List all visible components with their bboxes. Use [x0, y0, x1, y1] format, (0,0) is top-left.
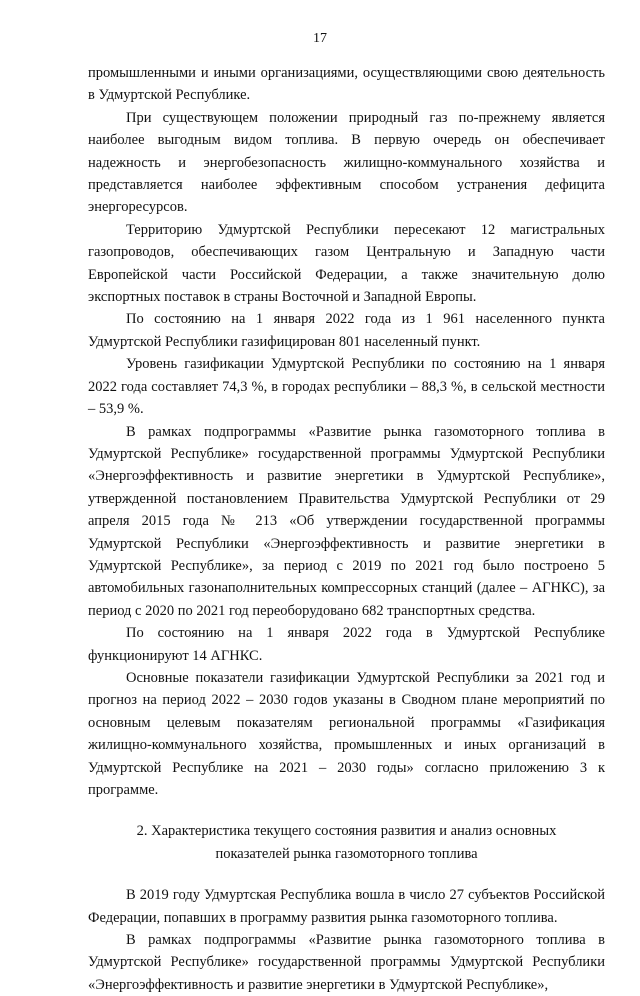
paragraph-pipelines: Территорию Удмуртской Республики пересекают 12 магистральных газопроводов, обеспечивающих газом Центральную и Западную части Европейской части Российской Федерации, а также значительную долю экспортных поставок в страны Восточной и Западной Европы.: [88, 221, 605, 306]
paragraph-main-indicators: Основные показатели газификации Удмуртской Республики за 2021 год и прогноз на период 2022 – 2030 годов указаны в Сводном плане мероприятий по основным целевым показателям региональной программы «Газификация жилищно-коммунального хозяйства, промышленных и иных организаций в Удмуртской Республике на 2021 – 2030 годы» согласно приложению 3 к программе.: [88, 669, 605, 798]
paragraph-settlements: По состоянию на 1 января 2022 года из 1 961 населенного пункта Удмуртской Республики газифицирован 801 населенный пункт.: [88, 311, 605, 350]
paragraph-2019: В 2019 году Удмуртская Республика вошла в число 27 субъектов Российской Федерации, попавших в программу развития рынка газомоторного топлива.: [88, 887, 605, 926]
paragraph-continued: промышленными и иными организациями, осуществляющими свою деятельность в Удмуртской Республике.: [88, 65, 605, 104]
paragraph-subprogram-2: В рамках подпрограммы «Развитие рынка газомоторного топлива в Удмуртской Республике» государственной программы Удмуртской Республики «Энергоэффективность и развитие энергетики в Удмуртской Республике»,: [88, 932, 605, 993]
page-number: 17: [313, 31, 327, 46]
paragraph-subprogram: В рамках подпрограммы «Развитие рынка газомоторного топлива в Удмуртской Республике» государственной программы Удмуртской Республики «Энергоэффективность и развитие энергетики в Удмуртской Республике», утвержденной постановлением Правительства Удмуртской Республики от 29 апреля 2015 года № 213 «Об утверждении государственной программы Удмуртской Республики «Энергоэффективность и развитие энергетики в Удмуртской Республике», за период с 2019 по 2021 год было построено 5 автомобильных газонаполнительных компрессорных станций (далее – АГНКС), за период с 2020 по 2021 год переоборудовано 682 транспортных средства.: [88, 423, 605, 619]
paragraph-agnks-count: По состоянию на 1 января 2022 года в Удмуртской Республике функционируют 14 АГНКС.: [88, 625, 605, 664]
paragraph-natural-gas: При существующем положении природный газ по-прежнему является наиболее выгодным видом топлива. В первую очередь он обеспечивает надежность и энергобезопасность жилищно-коммунального хозяйства и представляется наиболее эффективным способом устранения дефицита энергоресурсов.: [88, 109, 605, 216]
document-body: [88, 62, 605, 996]
paragraph-gasification-level: Уровень газификации Удмуртской Республики по состоянию на 1 января 2022 года составляет 74,3 %, в городах республики – 88,3 %, в сельской местности – 53,9 %.: [88, 356, 605, 418]
section-heading: 2. Характеристика текущего состояния развития и анализ основных показателей рынка газомоторного топлива: [136, 823, 557, 862]
